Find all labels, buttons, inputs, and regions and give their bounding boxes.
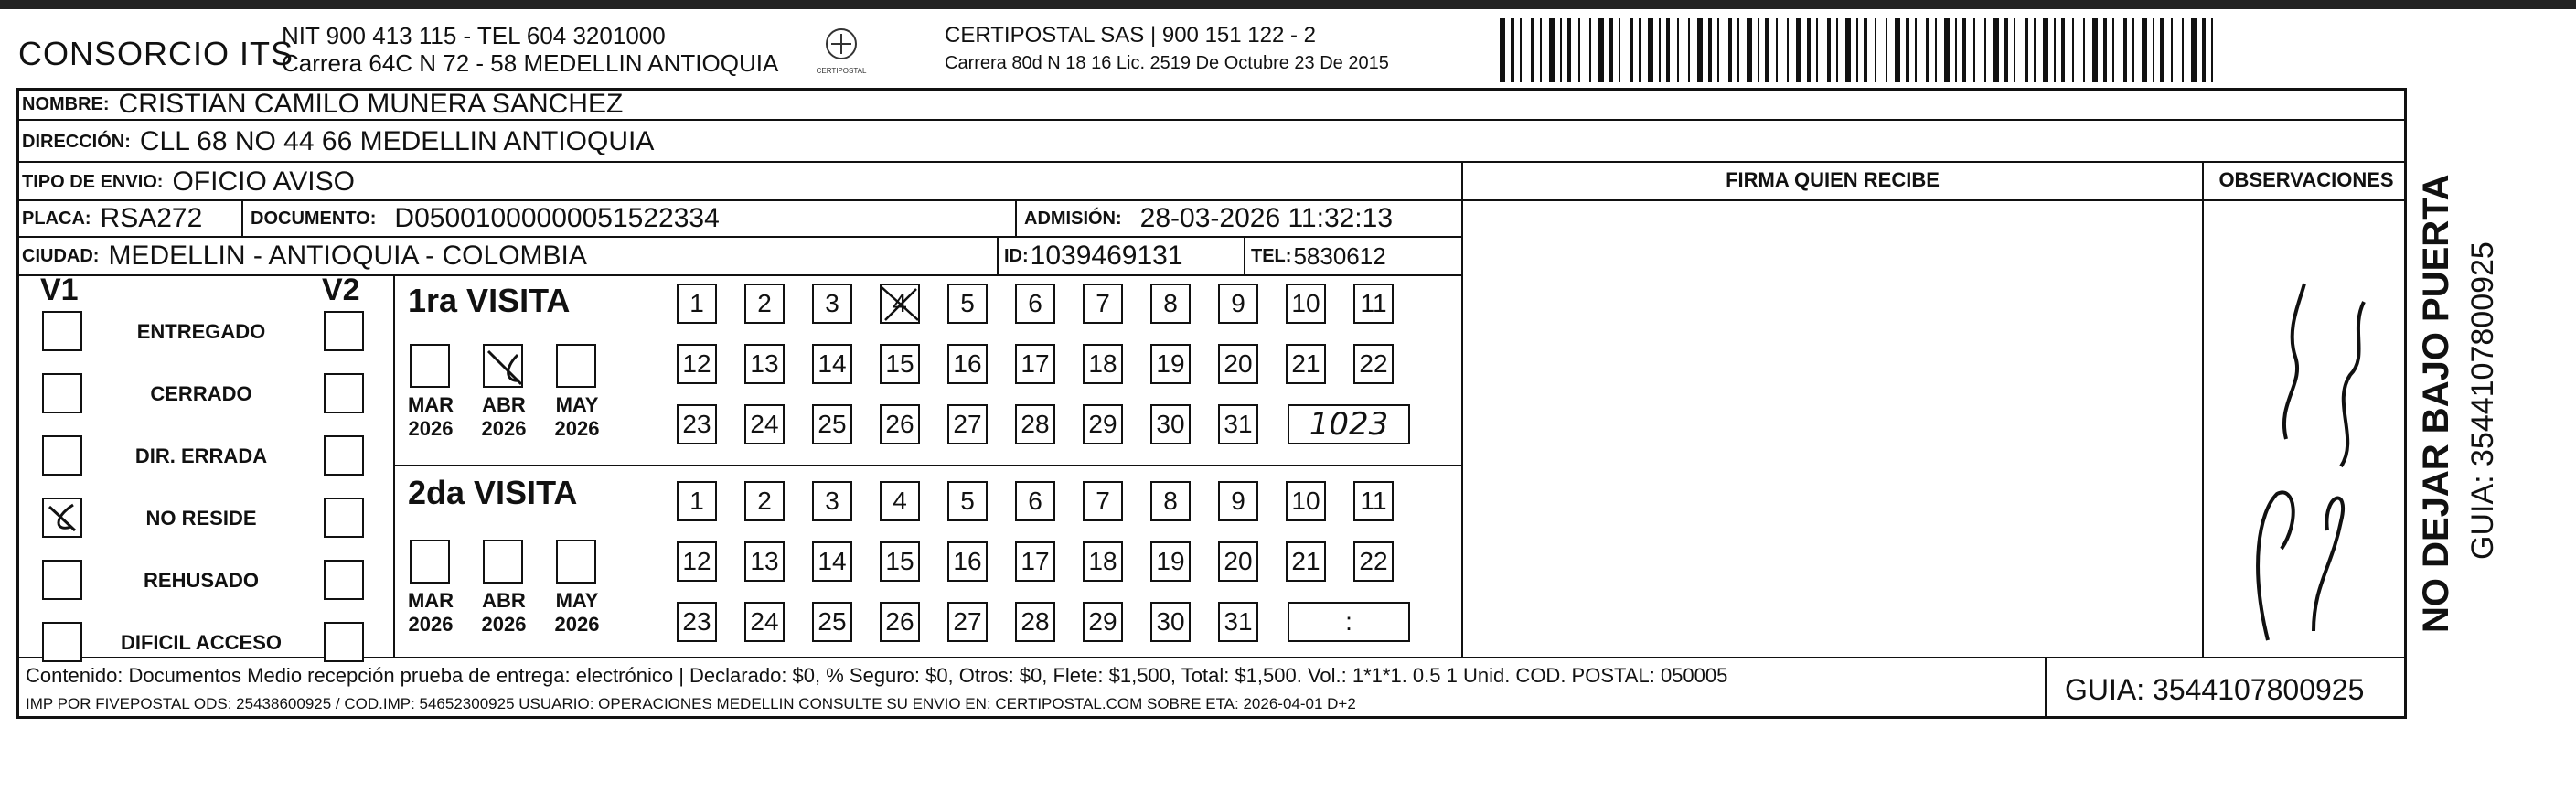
day-number: 9 — [1231, 289, 1245, 317]
day-box[interactable] — [1353, 541, 1394, 582]
v2-checkbox[interactable] — [324, 435, 364, 476]
day-number: 16 — [953, 547, 982, 575]
rule — [2202, 161, 2204, 657]
v1-checkbox[interactable] — [42, 311, 82, 351]
footer-guide: GUIA: 3544107800925 — [2065, 673, 2365, 706]
day-number: 17 — [1021, 349, 1050, 378]
visit2-title: 2da VISITA — [408, 474, 578, 511]
v1-checkbox[interactable] — [42, 435, 82, 476]
rule — [241, 199, 243, 236]
status-label: ENTREGADO — [136, 320, 266, 343]
month-label: MAR 2026 — [407, 393, 454, 440]
brand-name: CONSORCIO ITS — [18, 35, 294, 72]
day-number: 18 — [1088, 547, 1117, 575]
admission-field — [1024, 201, 1393, 236]
day-number: 13 — [750, 349, 779, 378]
day-number: 20 — [1224, 349, 1253, 378]
day-box[interactable] — [744, 404, 785, 444]
address-row — [22, 124, 654, 159]
day-number: 3 — [825, 487, 839, 515]
issuer-info — [282, 22, 778, 77]
status-label: NO RESIDE — [145, 507, 257, 530]
rule — [2202, 199, 2407, 201]
day-box[interactable] — [880, 481, 920, 521]
observations-header: OBSERVACIONES — [2218, 168, 2394, 191]
day-box[interactable] — [1353, 284, 1394, 324]
day-number: 26 — [885, 607, 914, 636]
day-box[interactable] — [1218, 541, 1258, 582]
day-box[interactable] — [1218, 404, 1258, 444]
day-box[interactable] — [1015, 344, 1055, 384]
send-type-row — [22, 165, 355, 199]
month-checkbox[interactable] — [483, 540, 523, 584]
day-number: 19 — [1156, 547, 1185, 575]
day-box[interactable] — [1218, 344, 1258, 384]
day-box[interactable] — [880, 284, 920, 324]
v2-label: V2 — [322, 273, 360, 307]
day-number: 15 — [885, 349, 914, 378]
v2-checkbox[interactable] — [324, 560, 364, 600]
day-box[interactable] — [1150, 541, 1191, 582]
day-number: 7 — [1096, 289, 1110, 317]
name-label: NOMBRE: — [22, 93, 110, 114]
day-box[interactable] — [812, 344, 852, 384]
day-box[interactable] — [677, 541, 717, 582]
day-box[interactable] — [1083, 344, 1123, 384]
day-box[interactable] — [677, 404, 717, 444]
day-box[interactable] — [1353, 344, 1394, 384]
tel-label: TEL: — [1251, 245, 1292, 266]
rule — [997, 236, 999, 274]
day-box[interactable] — [1015, 541, 1055, 582]
day-box[interactable] — [1083, 602, 1123, 642]
day-number: 12 — [682, 349, 711, 378]
day-number: 14 — [818, 547, 847, 575]
hour-box[interactable] — [1288, 602, 1410, 642]
day-number: 30 — [1156, 410, 1185, 438]
id-value: 1039469131 — [1030, 241, 1183, 271]
plate-value: RSA272 — [100, 203, 203, 233]
check-mark-icon — [44, 499, 80, 536]
day-number: 1 — [689, 487, 704, 515]
side-guide: GUIA: 3544107800925 — [2465, 241, 2500, 560]
day-box[interactable] — [1218, 602, 1258, 642]
day-number: 4 — [893, 289, 907, 317]
day-number: 25 — [818, 607, 847, 636]
day-number: 2 — [757, 289, 772, 317]
day-box[interactable] — [812, 541, 852, 582]
day-number: 21 — [1291, 547, 1320, 575]
day-number: 18 — [1088, 349, 1117, 378]
day-box[interactable] — [677, 602, 717, 642]
day-box[interactable] — [677, 284, 717, 324]
courier-info — [945, 22, 1389, 77]
day-number: 15 — [885, 547, 914, 575]
admission-label: ADMISIÓN: — [1024, 208, 1122, 229]
day-box[interactable] — [1286, 541, 1326, 582]
day-box[interactable] — [947, 404, 988, 444]
admission-value: 28-03-2026 11:32:13 — [1139, 203, 1394, 233]
day-number: 31 — [1224, 410, 1253, 438]
hour-placeholder: : — [1345, 607, 1352, 636]
courier-address: Carrera 80d N 18 16 Lic. 2519 De Octubre 23 De 2015 — [945, 53, 1389, 73]
day-number: 28 — [1021, 410, 1050, 438]
day-number: 31 — [1224, 607, 1253, 636]
v2-checkbox[interactable] — [324, 311, 364, 351]
month-label: ABR 2026 — [481, 393, 527, 440]
day-number: 2 — [757, 487, 772, 515]
month-label: MAY 2026 — [554, 393, 600, 440]
day-number: 12 — [682, 547, 711, 575]
v2-checkbox[interactable] — [324, 498, 364, 538]
day-number: 24 — [750, 410, 779, 438]
day-box[interactable] — [947, 602, 988, 642]
logo-text: CERTIPOSTAL — [816, 67, 867, 75]
day-box[interactable] — [880, 541, 920, 582]
handwritten-observation — [2213, 219, 2396, 649]
day-box[interactable] — [1015, 404, 1055, 444]
v1-checkbox[interactable] — [42, 373, 82, 413]
day-box[interactable] — [880, 404, 920, 444]
day-number: 6 — [1028, 487, 1042, 515]
day-box[interactable] — [1150, 284, 1191, 324]
day-box[interactable] — [812, 481, 852, 521]
day-box[interactable] — [1218, 481, 1258, 521]
day-number: 21 — [1291, 349, 1320, 378]
day-number: 23 — [682, 410, 711, 438]
day-box[interactable] — [812, 602, 852, 642]
handwritten-hour: 1023 — [1309, 406, 1389, 443]
id-label: ID: — [1004, 245, 1029, 266]
plate-field — [22, 201, 202, 236]
day-box[interactable] — [880, 602, 920, 642]
day-number: 13 — [750, 547, 779, 575]
id-field — [1004, 238, 1183, 274]
content-line: Contenido: Documentos Medio recepción prueba de entrega: electrónico | Declarado: $0, % Seguro: $0, Otros: $0, Flete: $1,500, Total: $1,500. Vol.: 1*1*1. 0.5 1 Unid. COD. POSTAL: 050005 — [26, 664, 1728, 687]
day-box[interactable] — [677, 344, 717, 384]
day-number: 17 — [1021, 547, 1050, 575]
cross-mark-icon — [880, 284, 920, 324]
day-box[interactable] — [744, 602, 785, 642]
rule — [393, 274, 395, 657]
document-value: D05001000000051522334 — [394, 203, 720, 233]
status-label: DIR. ERRADA — [134, 444, 268, 467]
tel-value: 5830612 — [1293, 241, 1386, 270]
day-box[interactable] — [812, 284, 852, 324]
day-number: 1 — [689, 289, 704, 317]
day-number: 22 — [1359, 547, 1388, 575]
document-field — [251, 201, 720, 236]
plate-label: PLACA: — [22, 208, 91, 229]
day-box[interactable] — [947, 541, 988, 582]
day-box[interactable] — [947, 481, 988, 521]
recipient-address: CLL 68 NO 44 66 MEDELLIN ANTIOQUIA — [139, 126, 655, 156]
day-box[interactable] — [1083, 481, 1123, 521]
month-label: MAY 2026 — [554, 589, 600, 636]
day-box[interactable] — [1015, 284, 1055, 324]
day-box[interactable] — [1150, 404, 1191, 444]
day-box[interactable] — [812, 404, 852, 444]
check-mark-icon — [485, 346, 525, 390]
rule — [1015, 199, 1017, 236]
status-label: DIFICIL ACCESO — [120, 631, 282, 654]
send-type-label: TIPO DE ENVIO: — [22, 171, 164, 192]
day-box[interactable] — [1353, 481, 1394, 521]
rule — [16, 657, 2407, 658]
day-number: 28 — [1021, 607, 1050, 636]
v1-label: V1 — [40, 273, 79, 307]
v1-checkbox[interactable] — [42, 622, 82, 662]
day-number: 4 — [893, 487, 907, 515]
status-label: CERRADO — [150, 382, 252, 405]
rule — [393, 465, 1461, 466]
document-label: DOCUMENTO: — [251, 208, 377, 229]
city-value: MEDELLIN - ANTIOQUIA - COLOMBIA — [108, 241, 587, 271]
day-box[interactable] — [1015, 481, 1055, 521]
city-label: CIUDAD: — [22, 245, 100, 266]
day-number: 11 — [1360, 487, 1387, 515]
day-number: 10 — [1291, 289, 1320, 317]
day-number: 29 — [1088, 607, 1117, 636]
day-box[interactable] — [677, 481, 717, 521]
signature-header: FIRMA QUIEN RECIBE — [1726, 168, 1940, 191]
day-box[interactable] — [744, 344, 785, 384]
recipient-name: CRISTIAN CAMILO MUNERA SANCHEZ — [118, 89, 624, 119]
day-box[interactable] — [1150, 602, 1191, 642]
day-number: 8 — [1163, 289, 1178, 317]
day-number: 7 — [1096, 487, 1110, 515]
day-number: 27 — [953, 410, 982, 438]
day-number: 25 — [818, 410, 847, 438]
nit-line: NIT 900 413 115 - TEL 604 3201000 — [282, 22, 666, 49]
rule — [1461, 161, 1463, 657]
tel-field — [1251, 238, 1386, 274]
v2-checkbox[interactable] — [324, 373, 364, 413]
day-number: 26 — [885, 410, 914, 438]
address-label: DIRECCIÓN: — [22, 131, 131, 152]
day-box[interactable] — [1286, 284, 1326, 324]
day-box[interactable] — [947, 344, 988, 384]
day-box[interactable] — [1286, 481, 1326, 521]
day-box[interactable] — [880, 344, 920, 384]
v2-checkbox[interactable] — [324, 622, 364, 662]
month-checkbox[interactable] — [483, 344, 523, 388]
name-row — [22, 90, 623, 119]
month-label: ABR 2026 — [481, 589, 527, 636]
day-box[interactable] — [744, 541, 785, 582]
month-label: MAR 2026 — [407, 589, 454, 636]
day-number: 30 — [1156, 607, 1185, 636]
day-box[interactable] — [1083, 284, 1123, 324]
status-label: REHUSADO — [144, 569, 259, 592]
day-box[interactable] — [744, 481, 785, 521]
rule — [1244, 236, 1245, 274]
day-number: 23 — [682, 607, 711, 636]
day-number: 24 — [750, 607, 779, 636]
rule — [2045, 657, 2047, 719]
day-number: 6 — [1028, 289, 1042, 317]
day-number: 29 — [1088, 410, 1117, 438]
day-number: 20 — [1224, 547, 1253, 575]
month-checkbox[interactable] — [410, 344, 450, 388]
month-checkbox[interactable] — [410, 540, 450, 584]
city-field — [22, 238, 587, 274]
v1-checkbox[interactable] — [42, 560, 82, 600]
day-box[interactable] — [1218, 284, 1258, 324]
courier-line: CERTIPOSTAL SAS | 900 151 122 - 2 — [945, 23, 1316, 48]
day-box[interactable] — [1286, 344, 1326, 384]
barcode — [1500, 18, 2231, 82]
day-number: 16 — [953, 349, 982, 378]
day-number: 27 — [953, 607, 982, 636]
rule — [16, 161, 2407, 163]
day-box[interactable] — [1150, 481, 1191, 521]
print-line: IMP POR FIVEPOSTAL ODS: 25438600925 / COD.IMP: 54652300925 USUARIO: OPERACIONES MEDELLIN CONSULTE SU ENVIO EN: CERTIPOSTAL.COM SOBRE ETA: 2026-04-01 D+2 — [26, 695, 1356, 712]
side-warning: NO DEJAR BAJO PUERTA — [2416, 174, 2456, 633]
rule — [16, 274, 1461, 276]
day-box[interactable] — [1083, 541, 1123, 582]
top-border — [0, 0, 2576, 9]
day-number: 8 — [1163, 487, 1178, 515]
day-number: 14 — [818, 349, 847, 378]
day-box[interactable] — [1150, 344, 1191, 384]
month-checkbox[interactable] — [556, 344, 596, 388]
day-number: 11 — [1360, 289, 1387, 317]
issuer-address: Carrera 64C N 72 - 58 MEDELLIN ANTIOQUIA — [282, 49, 779, 77]
day-box[interactable] — [744, 284, 785, 324]
v1-checkbox[interactable] — [42, 498, 82, 538]
visit1-title: 1ra VISITA — [408, 282, 571, 319]
day-number: 3 — [825, 289, 839, 317]
day-box[interactable] — [1083, 404, 1123, 444]
day-number: 10 — [1291, 487, 1320, 515]
hour-box[interactable] — [1288, 404, 1410, 444]
send-type: OFICIO AVISO — [172, 166, 355, 197]
day-box[interactable] — [947, 284, 988, 324]
day-number: 19 — [1156, 349, 1185, 378]
day-number: 5 — [960, 289, 975, 317]
month-checkbox[interactable] — [556, 540, 596, 584]
day-number: 22 — [1359, 349, 1388, 378]
day-number: 9 — [1231, 487, 1245, 515]
day-box[interactable] — [1015, 602, 1055, 642]
certipostal-logo-icon — [809, 24, 873, 80]
day-number: 5 — [960, 487, 975, 515]
